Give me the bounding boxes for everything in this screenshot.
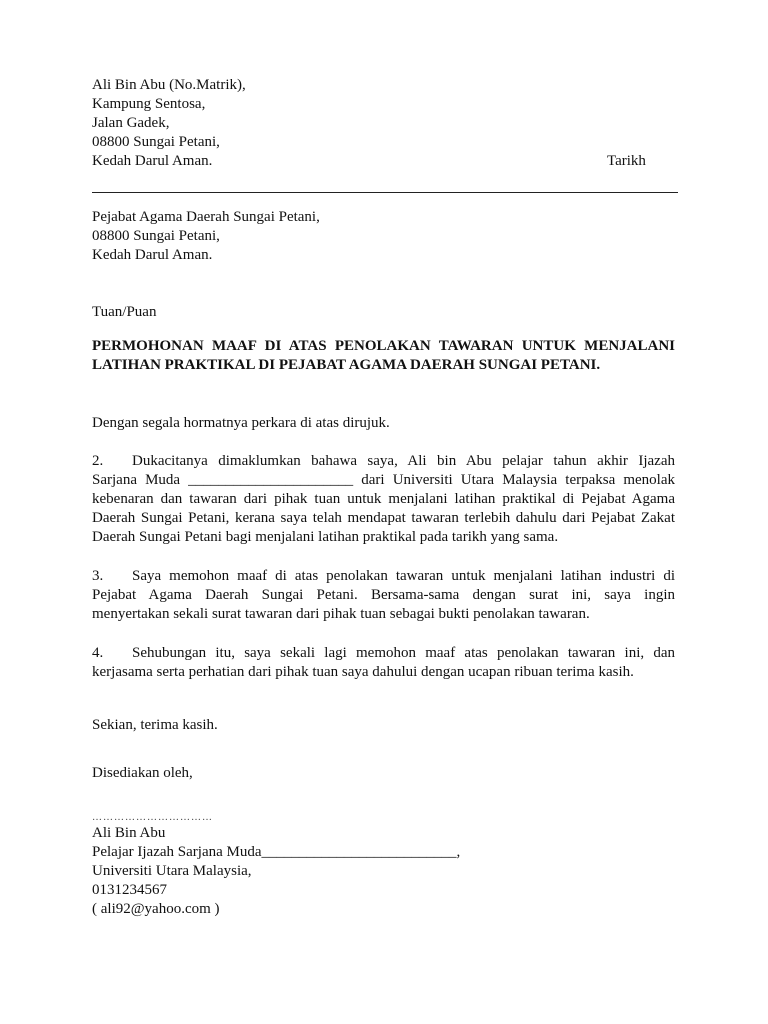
recipient-address xyxy=(92,208,675,265)
signature-dots: …………………………… xyxy=(92,812,213,823)
recipient-line: Kedah Darul Aman. xyxy=(92,247,213,263)
paragraph-2 xyxy=(92,452,675,547)
subject-line: LATIHAN PRAKTIKAL DI PEJABAT AGAMA DAERAH SUNGAI PETANI. xyxy=(92,357,601,373)
intro: Dengan segala hormatnya perkara di atas dirujuk. xyxy=(92,415,390,431)
paragraph-3 xyxy=(92,567,675,624)
subject-line: PERMOHONAN MAAF DI ATAS PENOLAKAN TAWARAN UNTUK MENJALANI xyxy=(92,338,675,354)
closing: Sekian, terima kasih. xyxy=(92,717,218,733)
paragraph-number: 3. xyxy=(92,568,104,584)
paragraph-4 xyxy=(92,644,675,682)
sender-line: Kedah Darul Aman. xyxy=(92,153,213,169)
date-label: Tarikh xyxy=(607,153,646,169)
paragraph-number: 2. xyxy=(92,453,104,469)
paragraph-line: Pejabat Agama Daerah Sungai Petani. Bersama-sama dengan surat ini, saya ingin xyxy=(92,587,675,603)
paragraph-line: Saya memohon maaf di atas penolakan tawaran untuk menjalani latihan industri di xyxy=(132,568,675,584)
sender-line: Kampung Sentosa, xyxy=(92,96,206,112)
signature-program: Pelajar Ijazah Sarjana Muda__________________________, xyxy=(92,844,461,860)
sender-line: Ali Bin Abu (No.Matrik), xyxy=(92,77,246,93)
recipient-line: 08800 Sungai Petani, xyxy=(92,228,220,244)
paragraph-line: Sarjana Muda ______________________ dari Universiti Utara Malaysia terpaksa menolak xyxy=(92,472,675,488)
paragraph-line: Daerah Sungai Petani bagi menjalani latihan praktikal pada tarikh yang sama. xyxy=(92,529,559,545)
paragraph-line: kebenaran dan tawaran dari pihak tuan untuk menjalani latihan praktikal di Pejabat Agama xyxy=(92,491,675,507)
signature-university: Universiti Utara Malaysia, xyxy=(92,863,252,879)
paragraph-number: 4. xyxy=(92,645,104,661)
recipient-line: Pejabat Agama Daerah Sungai Petani, xyxy=(92,209,320,225)
header-divider xyxy=(92,192,678,193)
paragraph-line: menyertakan sekali surat tawaran dari pihak tuan sebagai bukti penolakan tawaran. xyxy=(92,606,590,622)
salutation: Tuan/Puan xyxy=(92,304,157,320)
signature-phone: 0131234567 xyxy=(92,882,167,898)
prepared-by: Disediakan oleh, xyxy=(92,765,193,781)
paragraph-line: kerjasama serta perhatian dari pihak tuan saya dahului dengan ucapan ribuan terima kasih. xyxy=(92,664,634,680)
sender-line: 08800 Sungai Petani, xyxy=(92,134,220,150)
signature-name: Ali Bin Abu xyxy=(92,825,166,841)
subject xyxy=(92,337,675,375)
signature-block xyxy=(92,824,675,919)
signature-email: ( ali92@yahoo.com ) xyxy=(92,901,220,917)
sender-address xyxy=(92,76,675,171)
paragraph-line: Daerah Sungai Petani, kerana saya telah mendapat tawaran terlebih dahulu dari Pejabat Zakat xyxy=(92,510,675,526)
sender-line: Jalan Gadek, xyxy=(92,115,170,131)
paragraph-line: Dukacitanya dimaklumkan bahawa saya, Ali bin Abu pelajar tahun akhir Ijazah xyxy=(132,453,675,469)
paragraph-line: Sehubungan itu, saya sekali lagi memohon maaf atas penolakan tawaran ini, dan xyxy=(132,645,675,661)
